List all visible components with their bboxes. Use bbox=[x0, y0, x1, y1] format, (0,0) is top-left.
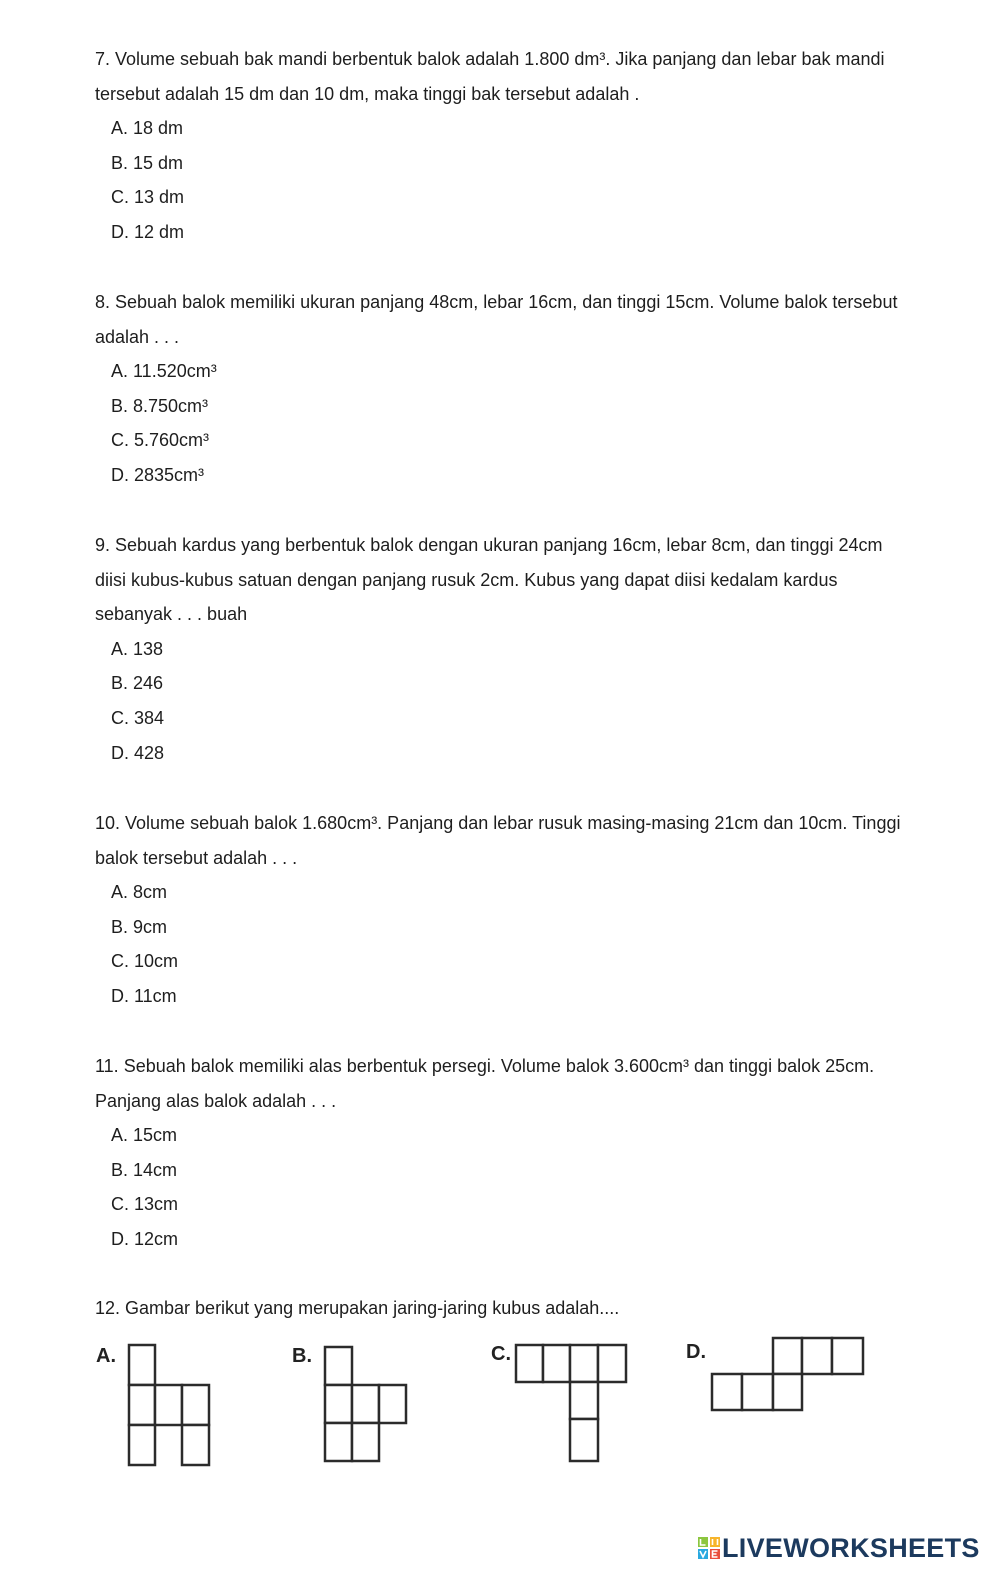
option-c[interactable]: C. 5.760cm³ bbox=[111, 430, 210, 451]
option-c[interactable]: C. 10cm bbox=[111, 951, 179, 972]
net-square bbox=[129, 1425, 155, 1465]
net-square bbox=[543, 1345, 570, 1382]
net-square bbox=[182, 1425, 209, 1465]
option-b[interactable]: B. 8.750cm³ bbox=[111, 395, 209, 416]
option-b[interactable]: B. 9cm bbox=[111, 916, 168, 937]
net-square bbox=[570, 1419, 598, 1461]
question-stem: 9. Sebuah kardus yang berbentuk balok dengan ukuran panjang 16cm, lebar 8cm, dan tinggi 24cm diisi kubus-kubus satuan dengan panjang rusuk 2cm. Kubus yang dapat diisi kedalam kardus sebanyak . . . buah bbox=[95, 535, 883, 624]
question-stem: 7. Volume sebuah bak mandi berbentuk balok adalah 1.800 dm³. Jika panjang dan lebar bak mandi tersebut adalah 15 dm dan 10 dm, maka tinggi bak tersebut adalah . bbox=[95, 49, 885, 104]
net-square bbox=[570, 1345, 598, 1382]
option-d[interactable]: D. 12cm bbox=[111, 1229, 179, 1250]
option-d[interactable]: D. 11cm bbox=[111, 986, 177, 1007]
net-square bbox=[570, 1382, 598, 1419]
cube-net-d[interactable] bbox=[686, 1338, 863, 1410]
option-a[interactable]: A. 138 bbox=[111, 638, 164, 659]
option-c[interactable]: C. 384 bbox=[111, 707, 165, 728]
net-square bbox=[155, 1385, 182, 1425]
net-square bbox=[352, 1423, 379, 1461]
net-label-b: B. bbox=[292, 1345, 312, 1367]
net-square bbox=[773, 1374, 802, 1410]
net-square bbox=[712, 1374, 742, 1410]
net-square bbox=[325, 1423, 352, 1461]
option-a[interactable]: A. 15cm bbox=[111, 1125, 178, 1145]
option-d[interactable]: D. 428 bbox=[111, 742, 165, 763]
net-square bbox=[129, 1345, 155, 1385]
net-square bbox=[379, 1385, 406, 1423]
net-label-d: D. bbox=[686, 1341, 706, 1363]
liveworksheets-logo-icon bbox=[698, 1537, 720, 1559]
net-square bbox=[182, 1385, 209, 1425]
option-a[interactable]: A. 8cm bbox=[111, 882, 168, 902]
question-stem: 8. Sebuah balok memiliki ukuran panjang 48cm, lebar 16cm, dan tinggi 15cm. Volume balok tersebut adalah . . . bbox=[95, 292, 898, 347]
net-square bbox=[598, 1345, 626, 1382]
cube-net-c[interactable] bbox=[491, 1343, 626, 1461]
question-stem: 10. Volume sebuah balok 1.680cm³. Panjang dan lebar rusuk masing-masing 21cm dan 10cm. Tinggi balok tersebut adalah . . . bbox=[95, 813, 901, 868]
net-square bbox=[802, 1338, 832, 1374]
option-b[interactable]: B. 14cm bbox=[111, 1159, 178, 1180]
option-c[interactable]: C. 13 dm bbox=[111, 187, 185, 208]
net-label-a: A. bbox=[96, 1345, 116, 1367]
net-square bbox=[325, 1385, 352, 1423]
option-a[interactable]: A. 18 dm bbox=[111, 118, 184, 138]
option-d[interactable]: D. 12 dm bbox=[111, 222, 185, 243]
net-square bbox=[352, 1385, 379, 1423]
net-square bbox=[129, 1385, 155, 1425]
question-stem: 11. Sebuah balok memiliki alas berbentuk persegi. Volume balok 3.600cm³ dan tinggi balok 25cm. Panjang alas balok adalah . . . bbox=[95, 1056, 875, 1111]
net-square bbox=[325, 1347, 352, 1385]
question-stem: 12. Gambar berikut yang merupakan jaring-jaring kubus adalah.... bbox=[95, 1298, 620, 1318]
net-square bbox=[742, 1374, 773, 1410]
net-square bbox=[832, 1338, 863, 1374]
net-label-c: C. bbox=[491, 1343, 511, 1365]
net-square bbox=[516, 1345, 543, 1382]
option-b[interactable]: B. 15 dm bbox=[111, 152, 184, 173]
liveworksheets-brand bbox=[698, 1532, 980, 1564]
option-c[interactable]: C. 13cm bbox=[111, 1194, 179, 1215]
option-a[interactable]: A. 11.520cm³ bbox=[111, 361, 217, 381]
option-b[interactable]: B. 246 bbox=[111, 673, 164, 694]
option-d[interactable]: D. 2835cm³ bbox=[111, 465, 205, 486]
net-square bbox=[773, 1338, 802, 1374]
cube-net-a[interactable] bbox=[96, 1345, 209, 1465]
cube-net-b[interactable] bbox=[292, 1345, 406, 1461]
brand-text: LIVEWORKSHEETS bbox=[722, 1532, 980, 1563]
